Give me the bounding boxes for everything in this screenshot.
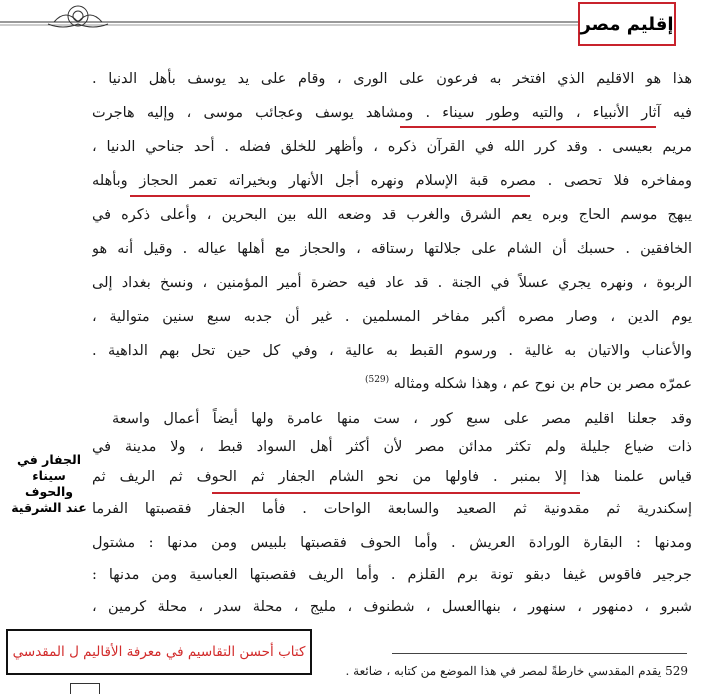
highlight-underline [400,126,656,128]
body-line: ذات ضياع جليلة ولم تكثر مدائن مصر لأن أكثر أهل السواد قبط ، ولا مدينة في [92,439,692,455]
margin-note [8,452,90,516]
body-line: هذا هو الاقليم الذي افتخر به فرعون على الورى ، وقام على يد يوسف بأهل الدنيا . [92,71,692,87]
body-line: وقد جعلنا اقليم مصر على سبع كور ، ست منها عامرة ولها أيضاً أعمال واسعة [112,411,692,427]
body-line: والأعناب والاتيان به غالية . ورسوم القبط به عالية ، وفي كل حين تحل بهم الداهية . [92,343,692,359]
margin-note-line: سيناء [32,468,66,483]
body-line: جرجير فاقوس غيفا دبقو تونة برم القلزم . وأما الريف فقصبتها العباسية ومن مدنها : [92,567,692,583]
body-line: الخافقين . حسبك أن الشام على جلالتها رستاقه ، والحجاز مع أهلها عياله . وقيل أنه هو [92,241,692,257]
body-line: قياس علمنا هذا إلا بمنبر . فاولها من نحو الشام الجفار ثم الحوف ثم الريف ثم [92,469,692,485]
highlight-underline [130,195,530,197]
footnote: 529 يقدم المقدسي خارطةً لمصر في هذا الموضع من كتابه ، ضائعة . [345,664,688,678]
body-line: فيه آثار الأنبياء ، والتيه وطور سيناء . ومشاهد يوسف وعجائب موسى ، وإليه هاجرت [92,105,692,121]
footnote-divider [392,653,687,654]
page-title: إقليم مصر [578,2,676,46]
body-line: عمرّه مصر بن حام بن نوح عم ، وهذا شكله ومثاله [393,375,692,392]
body-line: ومفاخره فلا تحصى . مصره قبة الإسلام ونهره أجل الأنهار وبخيراته تعمر الحجاز وبأهله [92,173,692,189]
body-line: ومدنها : البقارة الورادة العريش . وأما الحوف فقصبتها بلبيس ومن مدنها : مشتول [92,535,692,551]
body-line-last-para [92,366,692,394]
body-line: إسكندرية ثم مقدونية ثم الصعيد والسابعة الواحات . فأما الجفار فقصبتها الفرما [92,501,692,517]
body-line: شبرو ، دمنهور ، سنهور ، بنهاالعسل ، شطنوف ، مليج ، محلة سدر ، محلة كرمين ، [92,599,692,615]
highlight-underline [212,492,580,494]
page-corner-box [70,683,100,694]
margin-note-line: عند الشرقية [11,500,87,515]
margin-note-line: الجفار في [16,452,82,467]
source-citation: كتاب أحسن التقاسيم في معرفة الأقاليم ل المقدسي [6,629,312,675]
body-line: مريم بعيسى . وقد كرر الله في القرآن ذكره ، وأظهر للخلق فضله . أحد جناحي الدنيا ، [92,139,692,155]
body-line: يوم الدين ، وصار مصره أكبر مفاخر المسلمين . غير أن جدبه سبع سنين متوالية ، [92,309,692,325]
body-line: الربوة ، ونهره يجري عسلاً في الجنة . قد عاد فيه حضرة أمير المؤمنين ، ونسخ بغداد إلى [92,275,692,291]
margin-note-line: والحوف [24,484,74,499]
body-line: يبهج موسم الحاج وبره يعم الشرق والغرب قد وضعه الله بين البحرين ، وأعلى ذكره في [92,207,692,223]
header-ornament [0,0,600,40]
footnote-ref: (529) [364,375,390,385]
